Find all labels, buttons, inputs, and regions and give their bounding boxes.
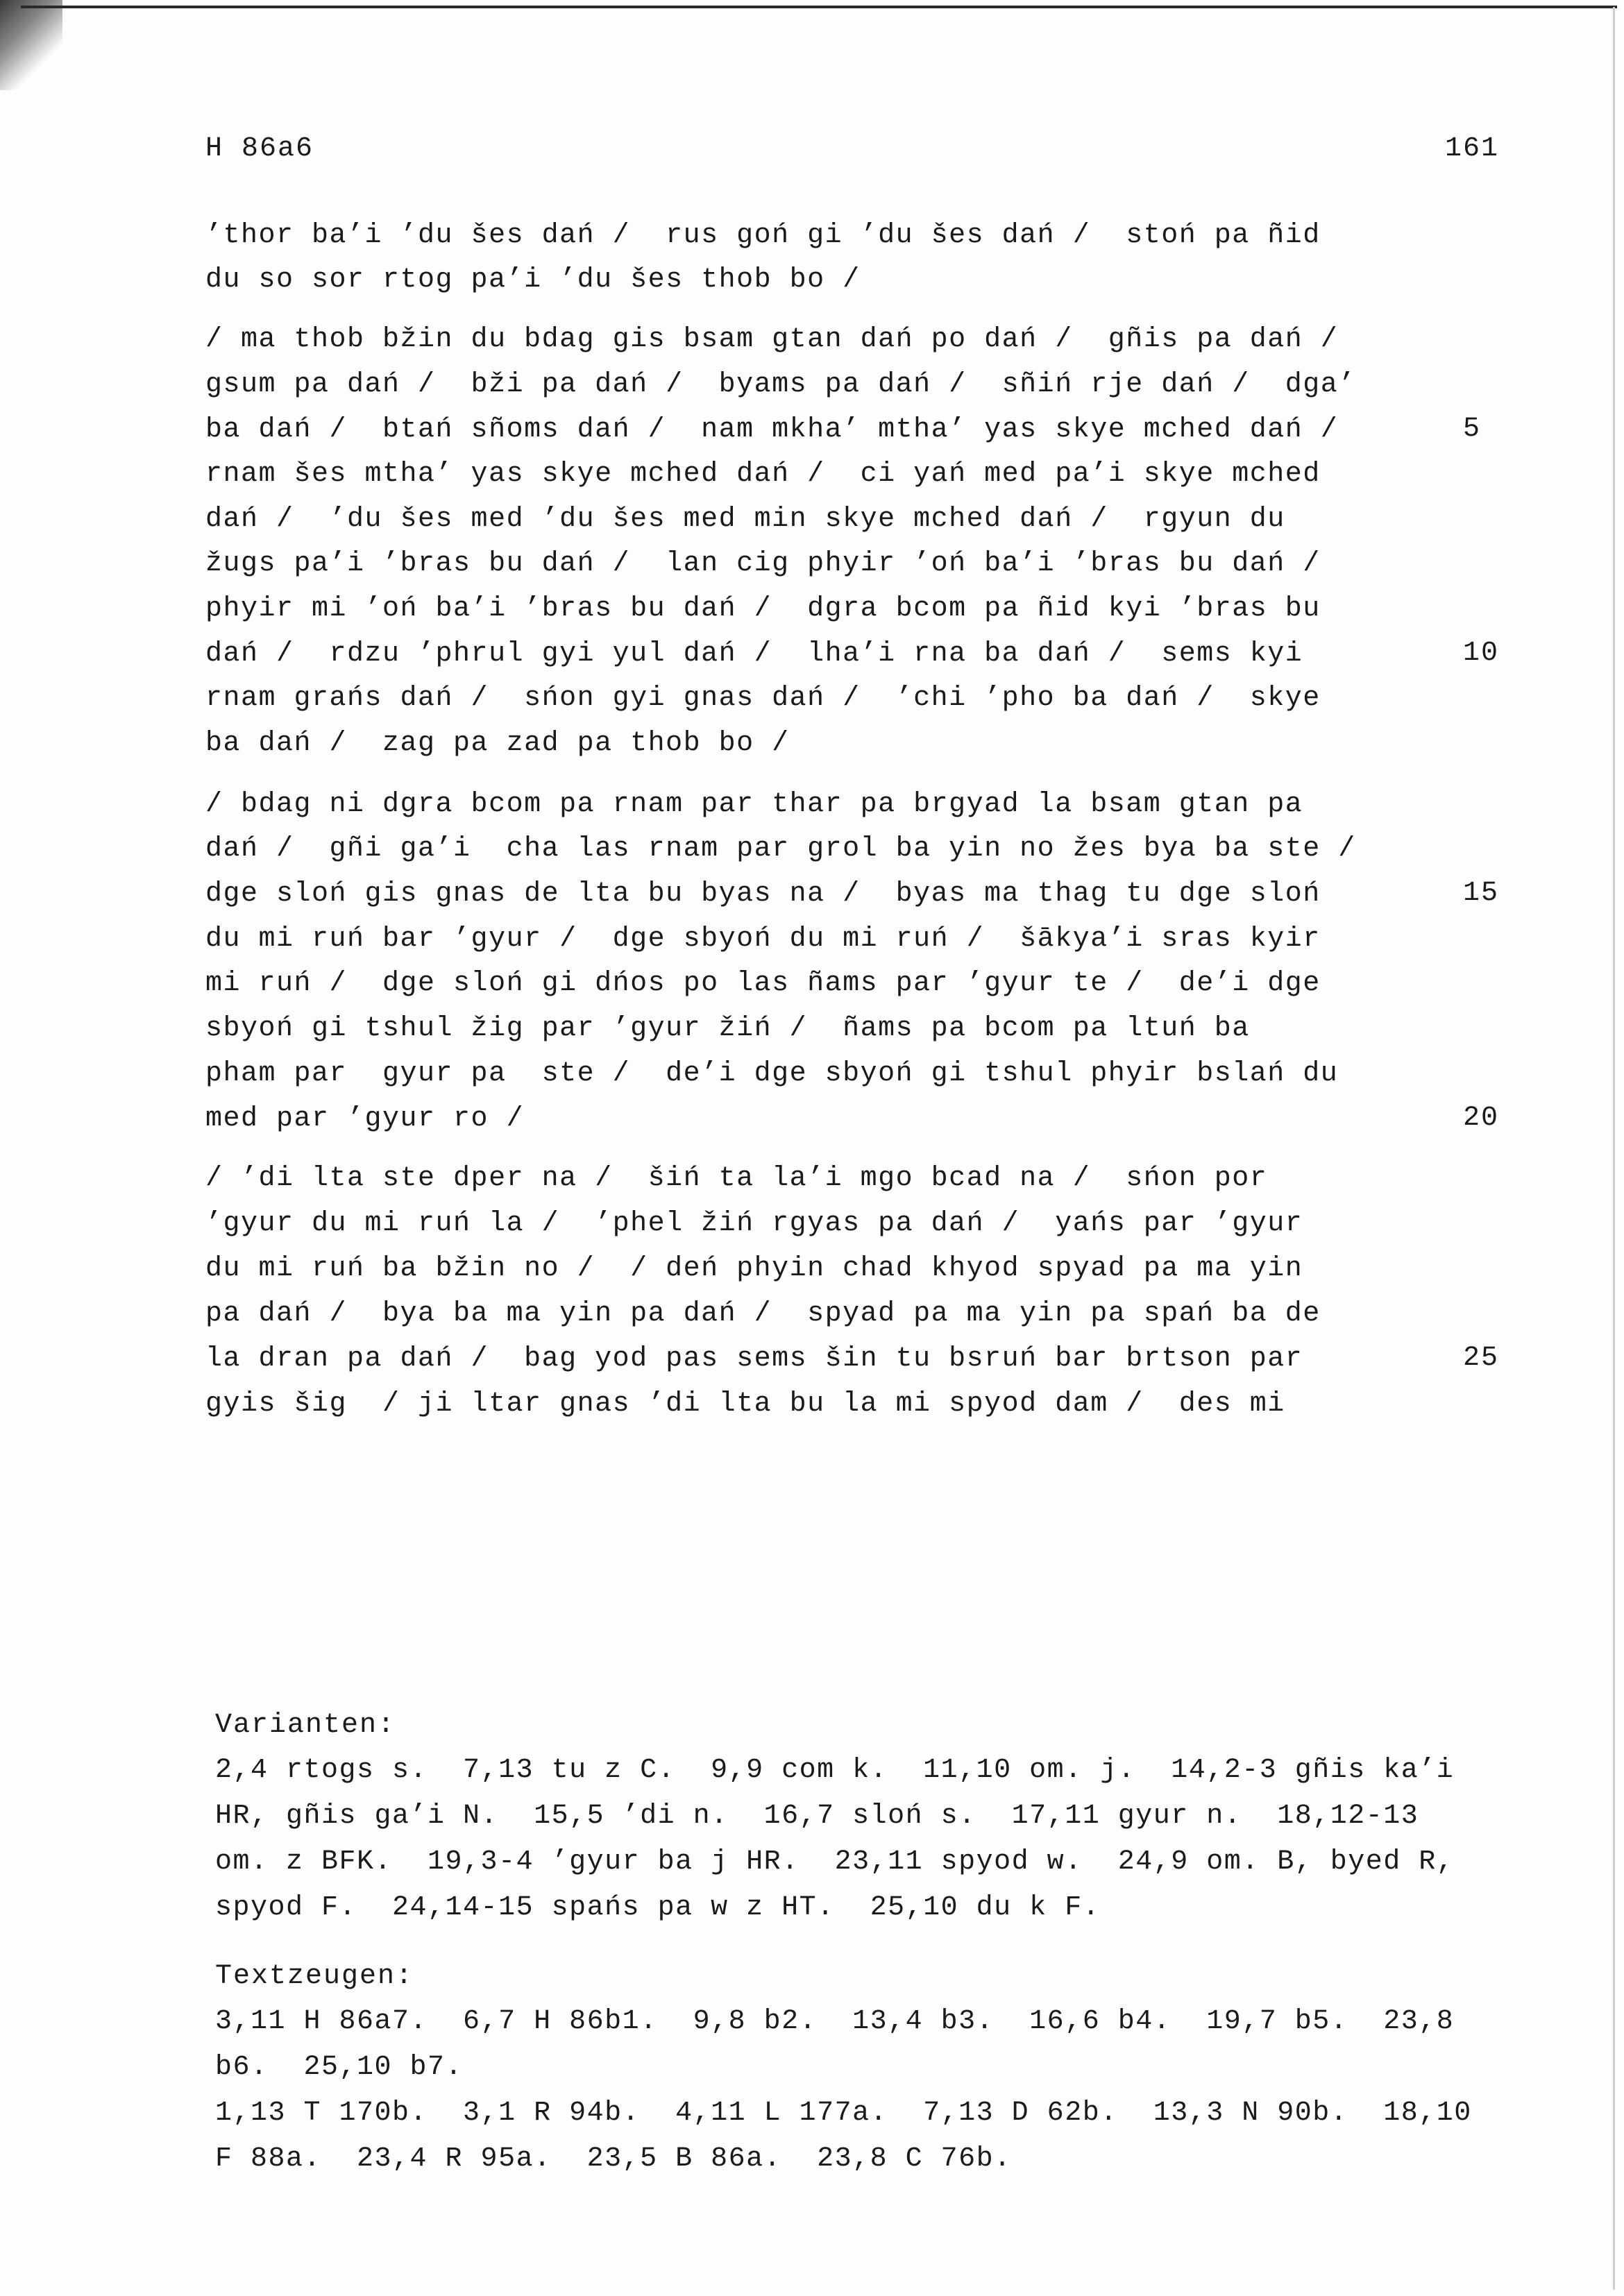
text-line: gyis šig / ji ltar gnas ’di lta bu la mi spyod dam / des mi (205, 1388, 1285, 1420)
text-line: med par ’gyur ro / (205, 1103, 525, 1134)
varianten-line: 2,4 rtogs s. 7,13 tu z C. 9,9 com k. 11,10 om. j. 14,2-3 gñis ka’i (215, 1755, 1455, 1786)
text-line: pham par gyur pa ste / de’i dge sbyoń gi tshul phyir bslań du (205, 1058, 1339, 1089)
text-line: du so sor rtog pa’i ’du šes thob bo / (205, 264, 861, 296)
text-line: pa dań / bya ba ma yin pa dań / spyad pa ma yin pa spań ba de (205, 1298, 1321, 1329)
scan-shadow-corner (0, 0, 62, 90)
varianten-line: om. z BFK. 19,3-4 ’gyur ba j HR. 23,11 spyod w. 24,9 om. B, byed R, (215, 1846, 1455, 1878)
varianten-heading: Varianten: (215, 1710, 396, 1741)
text-line: la dran pa dań / bag yod pas sems šin tu bsruń bar brtson par (205, 1343, 1303, 1375)
text-line: ’gyur du mi ruń la / ’phel žiń rgyas pa dań / yańs par ’gyur (205, 1208, 1303, 1239)
line-number: 5 (1463, 414, 1482, 445)
page-number: 161 (1445, 133, 1500, 164)
text-line: phyir mi ’oń ba’i ’bras bu dań / dgra bcom pa ñid kyi ’bras bu (205, 593, 1321, 624)
text-line: du mi ruń ba bžin no / / deń phyin chad khyod spyad pa ma yin (205, 1253, 1303, 1284)
line-number: 15 (1463, 878, 1500, 909)
text-line: ’thor ba’i ’du šes dań / rus goń gi ’du šes dań / stoń pa ñid (205, 220, 1321, 251)
text-line: žugs pa’i ’bras bu dań / lan cig phyir ’oń ba’i ’bras bu dań / (205, 548, 1321, 579)
line-number: 25 (1463, 1343, 1500, 1374)
text-line: dań / gñi ga’i cha las rnam par grol ba yin no žes bya ba ste / (205, 833, 1356, 865)
textzeugen-line: 1,13 T 170b. 3,1 R 94b. 4,11 L 177a. 7,13 D 62b. 13,3 N 90b. 18,10 (215, 2098, 1472, 2129)
text-line: dań / ’du šes med ’du šes med min skye mched dań / rgyun du (205, 504, 1285, 535)
textzeugen-line: 3,11 H 86a7. 6,7 H 86b1. 9,8 b2. 13,4 b3. 16,6 b4. 19,7 b5. 23,8 (215, 2006, 1455, 2037)
text-line: sbyoń gi tshul žig par ’gyur žiń / ñams pa bcom pa ltuń ba (205, 1013, 1250, 1044)
scan-edge-top (21, 6, 1617, 8)
text-line: / ’di lta ste dper na / šiń ta la’i mgo bcad na / sńon por (205, 1163, 1268, 1194)
text-line: / bdag ni dgra bcom pa rnam par thar pa brgyad la bsam gtan pa (205, 789, 1303, 820)
text-line: rnam grańs dań / sńon gyi gnas dań / ’chi ’pho ba dań / skye (205, 683, 1321, 714)
text-line: ba dań / btań sñoms dań / nam mkha’ mtha’ yas skye mched dań / (205, 414, 1339, 445)
folio-reference: H 86a6 (205, 133, 314, 164)
text-line: / ma thob bžin du bdag gis bsam gtan dań po dań / gñis pa dań / (205, 324, 1339, 355)
line-number: 10 (1463, 638, 1500, 669)
textzeugen-line: F 88a. 23,4 R 95a. 23,5 B 86a. 23,8 C 76b. (215, 2143, 1012, 2175)
textzeugen-heading: Textzeugen: (215, 1961, 414, 1992)
scan-edge-right (1613, 7, 1615, 2290)
text-line: rnam šes mtha’ yas skye mched dań / ci yań med pa’i skye mched (205, 459, 1321, 490)
line-number: 20 (1463, 1103, 1500, 1134)
varianten-line: spyod F. 24,14-15 spańs pa w z HT. 25,10 du k F. (215, 1892, 1101, 1923)
text-line: dań / rdzu ’phrul gyi yul dań / lha’i rna ba dań / sems kyi (205, 638, 1303, 670)
textzeugen-line: b6. 25,10 b7. (215, 2052, 464, 2083)
varianten-line: HR, gñis ga’i N. 15,5 ’di n. 16,7 sloń s. 17,11 gyur n. 18,12-13 (215, 1801, 1419, 1832)
text-line: du mi ruń bar ’gyur / dge sbyoń du mi ruń / šākya’i sras kyir (205, 924, 1321, 955)
text-line: dge sloń gis gnas de lta bu byas na / byas ma thag tu dge sloń (205, 878, 1321, 910)
text-line: gsum pa dań / bži pa dań / byams pa dań / sñiń rje dań / dga’ (205, 369, 1356, 400)
text-line: mi ruń / dge sloń gi dńos po las ñams par ’gyur te / de’i dge (205, 968, 1321, 999)
text-line: ba dań / zag pa zad pa thob bo / (205, 728, 790, 759)
